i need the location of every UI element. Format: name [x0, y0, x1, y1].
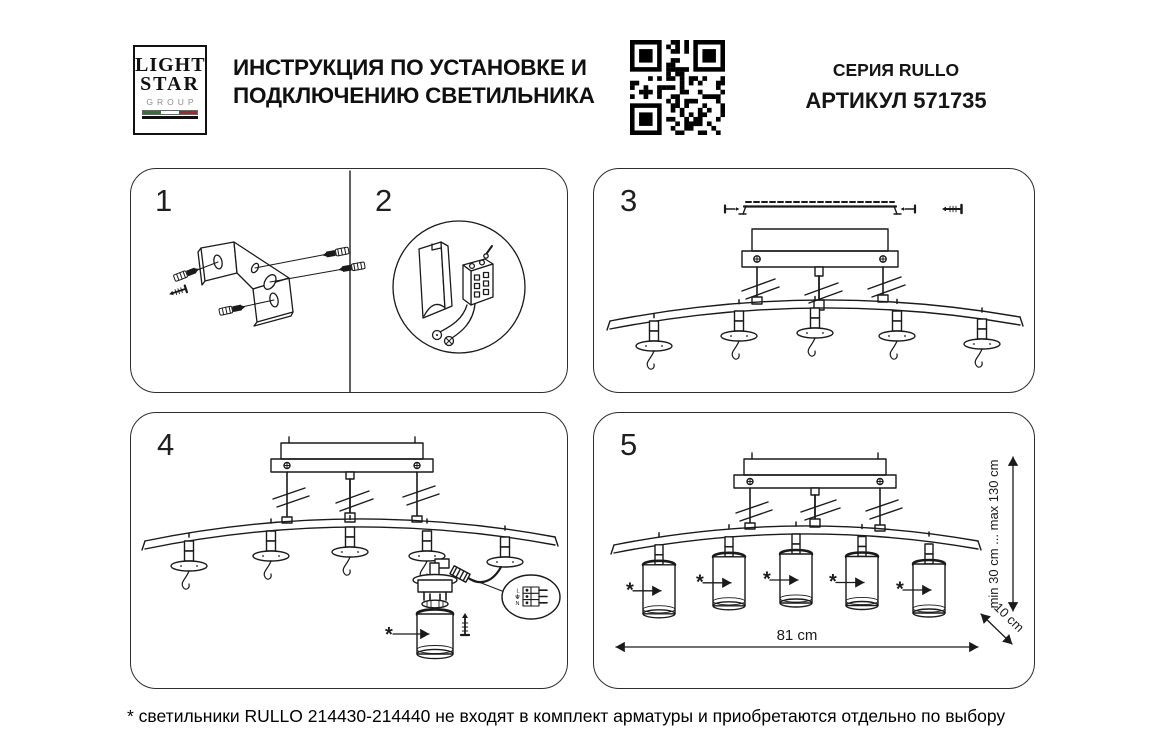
asterisk-marker: *	[896, 578, 904, 601]
earth-symbol	[516, 595, 520, 599]
logo-word-star: STAR	[140, 73, 200, 95]
lamp-holders	[636, 308, 1000, 369]
canopy	[744, 453, 886, 475]
terminal-neutral-label: N	[515, 601, 520, 607]
junction-box	[419, 242, 452, 318]
mounting-plate	[271, 459, 433, 472]
asterisk-marker: *	[763, 568, 771, 591]
ceiling-bar	[725, 202, 915, 214]
plate-screws	[747, 479, 883, 485]
logo-underline	[142, 116, 198, 119]
product-info	[790, 60, 1002, 114]
canopy	[752, 229, 888, 251]
screw-icon	[942, 205, 962, 213]
qr-code-icon	[630, 40, 725, 135]
terminal-live-label: L	[516, 588, 520, 595]
asterisk-marker: *	[626, 579, 634, 602]
mounting-bracket	[198, 242, 293, 326]
italy-flag-icon	[142, 110, 198, 115]
series-label: СЕРИЯ RULLO	[832, 60, 960, 80]
canopy	[281, 437, 423, 459]
wiring-detail-circle	[393, 221, 525, 353]
plate-screws	[284, 463, 420, 469]
suspension-rods	[273, 472, 439, 523]
step-panel-4	[130, 412, 568, 689]
shades	[626, 534, 945, 618]
height-label: min 30 cm ... max 130 cm	[986, 459, 1001, 609]
step-number-1: 1	[155, 183, 173, 218]
screw-icon	[168, 285, 187, 297]
step-number-5: 5	[620, 427, 638, 462]
title-line-2: ПОДКЛЮЧЕНИЮ СВЕТИЛЬНИКА	[233, 83, 595, 108]
asterisk-marker: *	[385, 624, 393, 646]
wall-anchor	[173, 266, 200, 282]
terminal-detail	[502, 575, 560, 619]
bracket-and-wiring-diagram	[131, 169, 569, 394]
dimension-width	[616, 627, 978, 647]
asterisk-marker: *	[696, 571, 704, 594]
step-panel-1-2	[130, 168, 568, 393]
mounting-plate	[742, 251, 898, 267]
title-line-1: ИНСТРУКЦИЯ ПО УСТАНОВКЕ И	[233, 55, 587, 80]
wall-anchor	[219, 303, 246, 315]
mounting-plate	[734, 475, 896, 488]
article-label: АРТИКУЛ 571735	[805, 88, 987, 113]
step-number-2: 2	[375, 183, 393, 218]
step-panel-5	[593, 412, 1035, 689]
bar-screw-left	[725, 206, 740, 213]
wall-anchor	[338, 262, 365, 273]
shade-mounting-diagram	[131, 413, 569, 690]
depth-label: 10 cm	[991, 599, 1028, 635]
footnote: * светильники RULLO 214430-214440 не входят в комплект арматуры и приобретаются отдельно по выбору	[127, 706, 1006, 726]
dimension-height	[986, 457, 1013, 611]
logo-word-group: GROUP	[146, 97, 198, 107]
logo-word-light: LIGHT	[135, 54, 206, 76]
step-number-4: 4	[157, 427, 175, 462]
rail-assembly-diagram	[594, 169, 1036, 394]
width-label: 81 cm	[776, 627, 818, 644]
lightstar-logo	[133, 45, 207, 135]
plate-screws	[754, 256, 886, 262]
step-number-3: 3	[620, 183, 638, 218]
bar-screw-right	[901, 206, 916, 213]
screw-icon	[461, 613, 469, 635]
suspension-rods	[742, 267, 905, 310]
asterisk-marker: *	[829, 571, 837, 593]
step-panel-3	[593, 168, 1035, 393]
dimensions-diagram	[594, 413, 1036, 690]
instruction-title	[233, 54, 595, 110]
socket-assembly	[413, 559, 457, 608]
wall-anchor	[322, 247, 349, 259]
terminal-block	[463, 246, 493, 305]
suspension-rods	[736, 488, 902, 531]
